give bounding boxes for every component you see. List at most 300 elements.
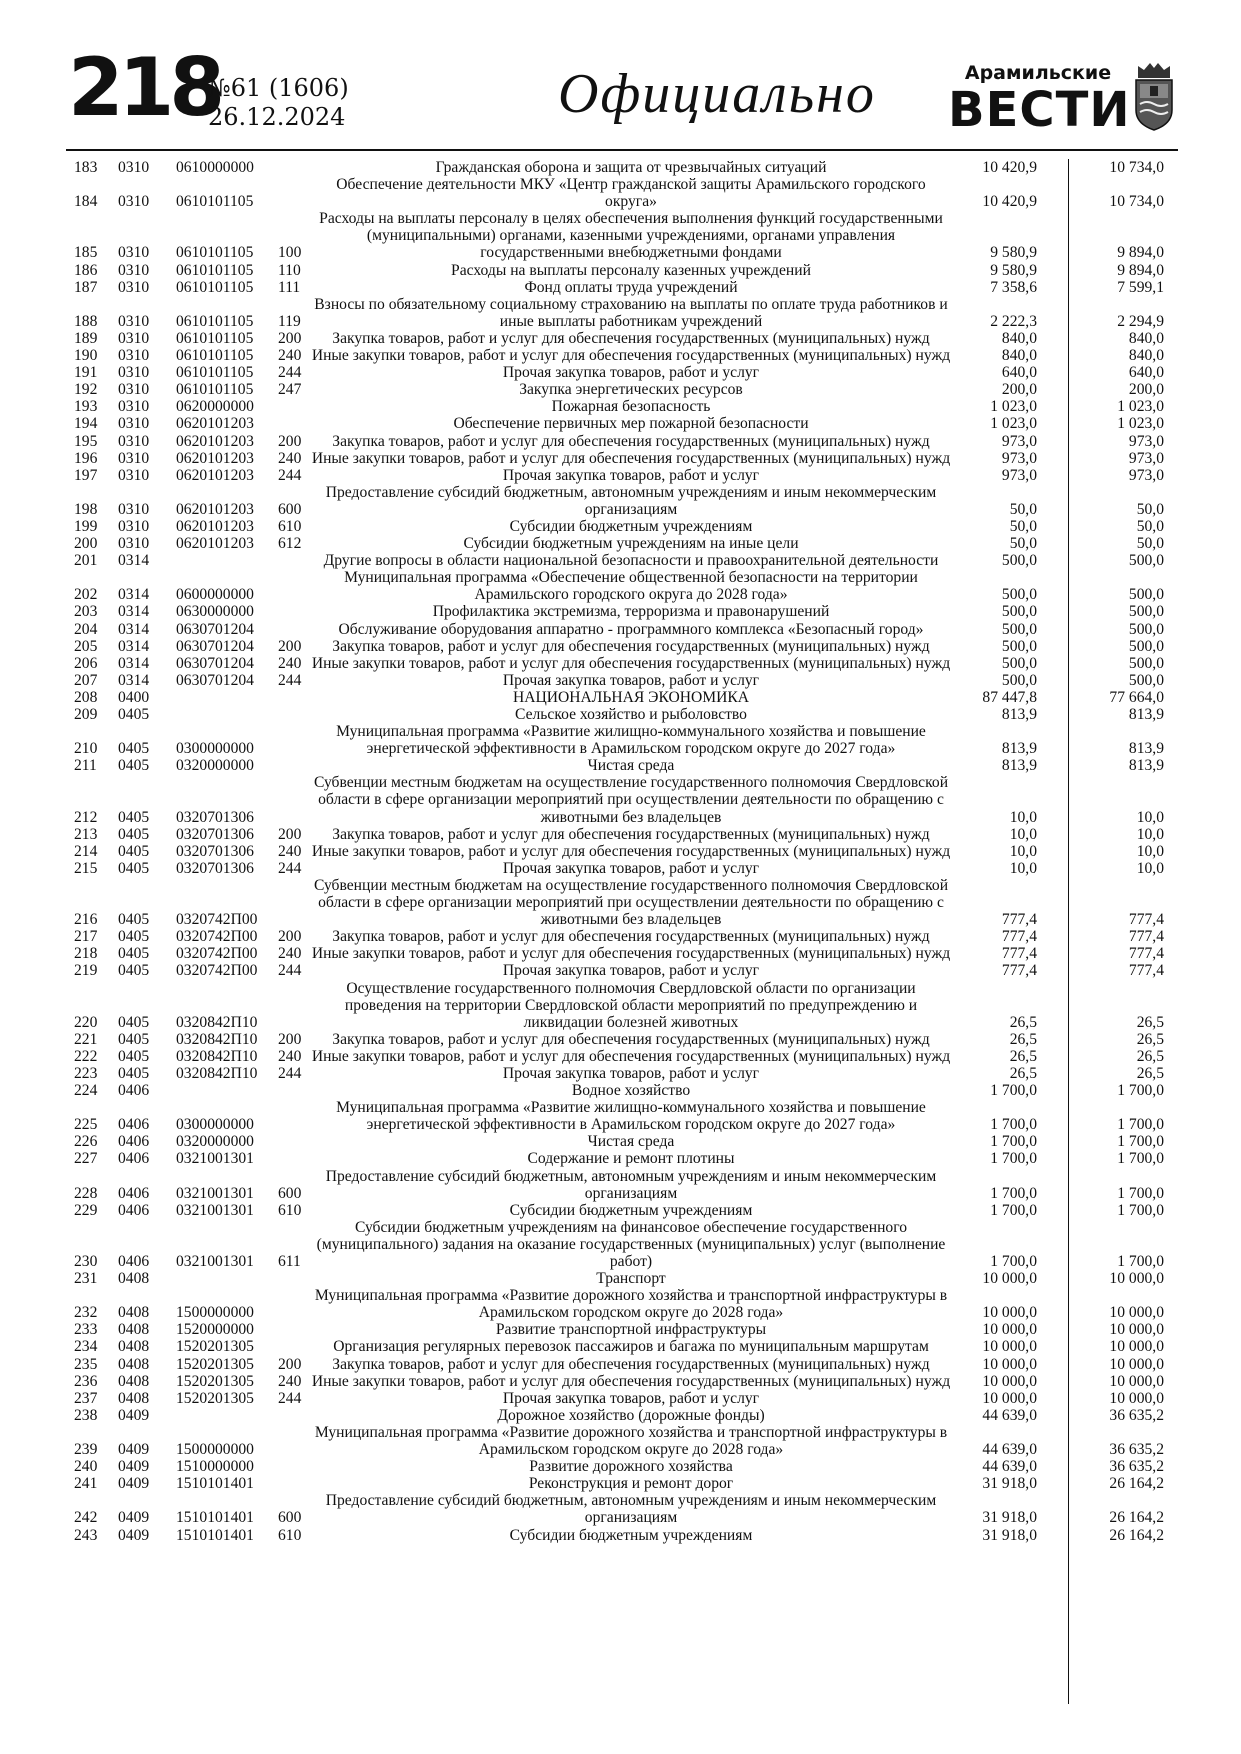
row-description: Субсидии бюджетным учреждениям [509,1201,753,1219]
target-code: 0320842П10 [176,1064,258,1082]
target-code: 0610101105 [176,312,254,330]
expense-type-code: 244 [278,671,302,689]
amount-first-year: 7 358,6 [990,278,1037,296]
row-number: 185 [74,244,98,262]
row-number: 210 [74,740,98,758]
table-row [74,1475,1174,1492]
table-row [74,1373,1174,1390]
section-code: 0409 [118,1406,150,1424]
row-number: 235 [74,1355,98,1373]
amount-second-year: 813,9 [1128,740,1164,758]
expense-type-code: 200 [278,1030,302,1048]
expense-type-code: 240 [278,1372,302,1390]
section-code: 0408 [118,1372,150,1390]
row-description: Иные закупки товаров, работ и услуг для обеспечения государственных (муниципальных) нужд [311,347,951,365]
amount-first-year: 500,0 [1001,654,1037,672]
section-code: 0408 [118,1338,150,1356]
amount-first-year: 777,4 [1001,945,1037,963]
header-rule [66,149,1178,151]
row-description: Предоставление субсидий бюджетным, автономным учреждениям и иным некоммерческим организациям [325,1492,937,1527]
amount-second-year: 9 894,0 [1117,244,1164,262]
expense-type-code: 240 [278,945,302,963]
amount-first-year: 813,9 [1001,740,1037,758]
amount-second-year: 10,0 [1136,842,1164,860]
section-code: 0409 [118,1441,150,1459]
section-code: 0310 [118,449,150,467]
row-number: 196 [74,449,98,467]
row-number: 203 [74,603,98,621]
table-row [74,1099,1174,1133]
amount-second-year: 973,0 [1128,432,1164,450]
amount-first-year: 1 700,0 [990,1116,1037,1134]
row-number: 222 [74,1047,98,1065]
amount-second-year: 26,5 [1136,1013,1164,1031]
table-row [74,1168,1174,1202]
row-description: Закупка товаров, работ и услуг для обеспечения государственных (муниципальных) нужд [332,329,930,347]
row-description: Организация регулярных перевозок пассажиров и багажа по муниципальным маршрутам [333,1338,929,1356]
table-row [74,723,1174,757]
amount-first-year: 500,0 [1001,637,1037,655]
target-code: 0300000000 [176,1116,254,1134]
row-number: 238 [74,1406,98,1424]
amount-first-year: 813,9 [1001,757,1037,775]
table-row [74,621,1174,638]
row-description: Предоставление субсидий бюджетным, автономным учреждениям и иным некоммерческим организациям [325,1167,937,1202]
section-code: 0406 [118,1133,150,1151]
row-number: 232 [74,1304,98,1322]
amount-first-year: 10,0 [1009,859,1037,877]
amount-second-year: 50,0 [1136,500,1164,518]
target-code: 0610101105 [176,244,254,262]
section-code: 0314 [118,654,150,672]
section-code: 0405 [118,1047,150,1065]
expense-type-code: 244 [278,364,302,382]
amount-second-year: 10,0 [1136,808,1164,826]
row-description: Субвенции местным бюджетам на осуществление государственного полномочия Свердловской области в сфере организации мероприятий при осуществлении деятельности по обращению с животными без владельцев [313,876,949,929]
expense-type-code: 244 [278,859,302,877]
row-number: 189 [74,329,98,347]
page-number: 218 [68,41,220,134]
target-code: 0320742П00 [176,911,258,929]
section-code: 0310 [118,159,150,176]
row-number: 229 [74,1201,98,1219]
amount-second-year: 36 635,2 [1109,1458,1164,1476]
amount-second-year: 10,0 [1136,825,1164,843]
row-description: Прочая закупка товаров, работ и услуг [502,859,760,877]
amount-second-year: 26,5 [1136,1064,1164,1082]
target-code: 0321001301 [176,1150,254,1168]
amount-second-year: 840,0 [1128,329,1164,347]
row-number: 201 [74,552,98,570]
row-description: Субсидии бюджетным учреждениям на иные цели [463,535,799,553]
table-row [74,381,1174,398]
table-row [74,1048,1174,1065]
amount-second-year: 77 664,0 [1109,688,1164,706]
amount-first-year: 777,4 [1001,962,1037,980]
table-row [74,1390,1174,1407]
amount-second-year: 500,0 [1128,671,1164,689]
table-row [74,1492,1174,1526]
amount-first-year: 10 000,0 [982,1372,1037,1390]
amount-second-year: 1 700,0 [1117,1082,1164,1100]
section-code: 0405 [118,825,150,843]
row-number: 227 [74,1150,98,1168]
amount-first-year: 1 023,0 [990,398,1037,416]
table-row [74,1356,1174,1373]
table-row [74,1407,1174,1424]
table-row [74,364,1174,381]
amount-second-year: 1 023,0 [1117,415,1164,433]
amount-first-year: 200,0 [1001,381,1037,399]
amount-second-year: 840,0 [1128,347,1164,365]
amount-first-year: 10 420,9 [982,193,1037,211]
expense-type-code: 600 [278,1184,302,1202]
row-description: Прочая закупка товаров, работ и услуг [502,1064,760,1082]
section-code: 0314 [118,671,150,689]
amount-first-year: 50,0 [1009,517,1037,535]
amount-first-year: 813,9 [1001,706,1037,723]
row-number: 215 [74,859,98,877]
table-row [74,689,1174,706]
amount-second-year: 9 894,0 [1117,261,1164,279]
amount-first-year: 840,0 [1001,347,1037,365]
row-number: 214 [74,842,98,860]
table-row [74,210,1174,261]
row-description: Муниципальная программа «Развитие дорожного хозяйства и транспортной инфраструктуры в Арамильском городском округе до 2028 года» [314,1287,948,1322]
amount-first-year: 10 000,0 [982,1321,1037,1339]
amount-second-year: 1 023,0 [1117,398,1164,416]
amount-second-year: 500,0 [1128,603,1164,621]
row-number: 217 [74,928,98,946]
target-code: 0620101203 [176,415,254,433]
amount-first-year: 1 700,0 [990,1082,1037,1100]
amount-first-year: 10 000,0 [982,1338,1037,1356]
target-code: 1520000000 [176,1321,254,1339]
table-row [74,176,1174,210]
table-row [74,262,1174,279]
section-code: 0405 [118,808,150,826]
table-row [74,1219,1174,1270]
row-description: Иные закупки товаров, работ и услуг для обеспечения государственных (муниципальных) нужд [311,842,951,860]
section-code: 0405 [118,1030,150,1048]
section-code: 0405 [118,1013,150,1031]
row-description: Прочая закупка товаров, работ и услуг [502,466,760,484]
amount-second-year: 26,5 [1136,1030,1164,1048]
row-number: 207 [74,671,98,689]
section-code: 0310 [118,364,150,382]
amount-first-year: 9 580,9 [990,244,1037,262]
amount-second-year: 1 700,0 [1117,1201,1164,1219]
target-code: 0610101105 [176,193,254,211]
table-row [74,159,1174,176]
expense-type-code: 200 [278,825,302,843]
target-code: 1520201305 [176,1355,254,1373]
row-number: 239 [74,1441,98,1459]
section-code: 0408 [118,1321,150,1339]
row-number: 188 [74,312,98,330]
section-code: 0409 [118,1475,150,1493]
table-row [74,398,1174,415]
amount-first-year: 26,5 [1009,1047,1037,1065]
table-row [74,843,1174,860]
target-code: 0320842П10 [176,1013,258,1031]
amount-first-year: 26,5 [1009,1030,1037,1048]
row-description: Обеспечение деятельности МКУ «Центр гражданской защиты Арамильского городского округа» [336,176,926,211]
row-description: Иные закупки товаров, работ и услуг для обеспечения государственных (муниципальных) нужд [311,449,951,467]
row-description: Закупка энергетических ресурсов [519,381,743,399]
section-code: 0405 [118,859,150,877]
amount-first-year: 9 580,9 [990,261,1037,279]
amount-first-year: 44 639,0 [982,1406,1037,1424]
section-code: 0405 [118,757,150,775]
row-description: Водное хозяйство [571,1082,691,1100]
expense-type-code: 200 [278,432,302,450]
table-row [74,603,1174,620]
row-description: Пожарная безопасность [551,398,711,416]
amount-second-year: 10 000,0 [1109,1338,1164,1356]
section-code: 0408 [118,1270,150,1288]
target-code: 0610101105 [176,381,254,399]
column-divider [1068,159,1069,1704]
table-row [74,1270,1174,1287]
expense-type-code: 240 [278,842,302,860]
target-code: 0630701204 [176,654,254,672]
amount-second-year: 1 700,0 [1117,1133,1164,1151]
row-description: Чистая среда [587,757,675,775]
row-number: 242 [74,1509,98,1527]
city-crest-icon [1130,60,1178,132]
row-description: Дорожное хозяйство (дорожные фонды) [497,1406,765,1424]
amount-first-year: 26,5 [1009,1064,1037,1082]
table-row [74,928,1174,945]
row-description: Закупка товаров, работ и услуг для обеспечения государственных (муниципальных) нужд [332,825,930,843]
target-code: 0320742П00 [176,962,258,980]
row-number: 231 [74,1270,98,1288]
table-row [74,518,1174,535]
expense-type-code: 200 [278,637,302,655]
table-row [74,774,1174,825]
amount-second-year: 36 635,2 [1109,1441,1164,1459]
target-code: 0620101203 [176,500,254,518]
target-code: 1520201305 [176,1372,254,1390]
row-description: Субсидии бюджетным учреждениям на финансовое обеспечение государственного (муниципального) задания на оказание государственных (муниципальных) услуг (выполнение работ) [316,1218,946,1270]
row-number: 191 [74,364,98,382]
amount-second-year: 777,4 [1128,945,1164,963]
target-code: 0320000000 [176,757,254,775]
amount-second-year: 777,4 [1128,962,1164,980]
table-row [74,347,1174,364]
row-description: Расходы на выплаты персоналу в целях обеспечения выполнения функций государственными (муниципальными) органами, казенными учреждениями, органами управления государственными внебюджетными фондами [319,210,943,262]
section-code: 0310 [118,500,150,518]
target-code: 0630701204 [176,637,254,655]
section-code: 0310 [118,517,150,535]
section-code: 0405 [118,928,150,946]
section-code: 0310 [118,329,150,347]
expense-type-code: 611 [278,1253,301,1270]
section-code: 0314 [118,586,150,604]
table-row [74,1527,1174,1544]
amount-second-year: 10 734,0 [1109,193,1164,211]
table-row [74,450,1174,467]
target-code: 0320701306 [176,808,254,826]
row-number: 195 [74,432,98,450]
section-code: 0405 [118,706,150,723]
section-code: 0310 [118,535,150,553]
table-row [74,1287,1174,1321]
section-code: 0314 [118,552,150,570]
amount-second-year: 973,0 [1128,466,1164,484]
amount-second-year: 500,0 [1128,552,1164,570]
expense-type-code: 240 [278,347,302,365]
section-code: 0409 [118,1458,150,1476]
expense-type-code: 244 [278,1064,302,1082]
target-code: 1510101401 [176,1475,254,1493]
row-description: Взносы по обязательному социальному страхованию на выплаты по оплате труда работников и иные выплаты работникам учреждений [314,295,948,330]
amount-first-year: 500,0 [1001,671,1037,689]
amount-second-year: 26 164,2 [1109,1509,1164,1527]
row-number: 192 [74,381,98,399]
row-description: Профилактика экстремизма, терроризма и правонарушений [432,603,830,621]
amount-first-year: 87 447,8 [982,688,1037,706]
row-number: 243 [74,1526,98,1544]
section-code: 0310 [118,244,150,262]
row-number: 208 [74,688,98,706]
table-row [74,279,1174,296]
section-code: 0310 [118,466,150,484]
row-number: 236 [74,1372,98,1390]
amount-second-year: 50,0 [1136,535,1164,553]
amount-first-year: 2 222,3 [990,312,1037,330]
row-description: Муниципальная программа «Развитие дорожного хозяйства и транспортной инфраструктуры в Арамильском городском округе до 2028 года» [314,1423,948,1459]
row-number: 233 [74,1321,98,1339]
target-code: 0320000000 [176,1133,254,1151]
row-number: 198 [74,500,98,518]
section-code: 0409 [118,1526,150,1544]
target-code: 0320701306 [176,859,254,877]
table-row [74,860,1174,877]
issue-info [208,74,349,132]
target-code: 1510101401 [176,1526,254,1544]
row-number: 187 [74,278,98,296]
table-row [74,638,1174,655]
section-code: 0406 [118,1116,150,1134]
row-description: Фонд оплаты труда учреждений [524,278,738,296]
amount-second-year: 26 164,2 [1109,1475,1164,1493]
expense-type-code: 610 [278,517,302,535]
amount-second-year: 777,4 [1128,928,1164,946]
row-description: Обеспечение первичных мер пожарной безопасности [453,415,809,433]
amount-first-year: 1 700,0 [990,1253,1037,1270]
row-number: 194 [74,415,98,433]
section-code: 0310 [118,432,150,450]
row-number: 199 [74,517,98,535]
amount-second-year: 200,0 [1128,381,1164,399]
expense-type-code: 240 [278,449,302,467]
row-number: 221 [74,1030,98,1048]
amount-first-year: 500,0 [1001,552,1037,570]
row-description: Закупка товаров, работ и услуг для обеспечения государственных (муниципальных) нужд [332,928,930,946]
row-description: Закупка товаров, работ и услуг для обеспечения государственных (муниципальных) нужд [332,1030,930,1048]
amount-second-year: 813,9 [1128,757,1164,775]
table-row [74,1338,1174,1355]
row-number: 202 [74,586,98,604]
row-number: 184 [74,193,98,211]
section-code: 0406 [118,1201,150,1219]
amount-second-year: 813,9 [1128,706,1164,723]
section-code: 0310 [118,278,150,296]
row-description: Иные закупки товаров, работ и услуг для обеспечения государственных (муниципальных) нужд [311,1047,951,1065]
table-row [74,1202,1174,1219]
amount-second-year: 10,0 [1136,859,1164,877]
row-description: Прочая закупка товаров, работ и услуг [502,1389,760,1407]
expense-type-code: 610 [278,1526,302,1544]
section-code: 0405 [118,962,150,980]
amount-second-year: 500,0 [1128,654,1164,672]
table-row [74,467,1174,484]
target-code: 0630701204 [176,671,254,689]
row-number: 183 [74,159,98,176]
table-row [74,296,1174,330]
row-description: Развитие транспортной инфраструктуры [495,1321,767,1339]
amount-second-year: 10 000,0 [1109,1372,1164,1390]
expense-type-code: 240 [278,654,302,672]
table-row [74,1082,1174,1099]
expense-type-code: 110 [278,261,301,279]
logo-main-text: ВЕСТИ [948,82,1131,138]
row-description: Закупка товаров, работ и услуг для обеспечения государственных (муниципальных) нужд [332,1355,930,1373]
target-code: 0620101203 [176,517,254,535]
amount-first-year: 10 000,0 [982,1304,1037,1322]
row-description: Прочая закупка товаров, работ и услуг [502,962,760,980]
amount-first-year: 10,0 [1009,842,1037,860]
target-code: 1500000000 [176,1441,254,1459]
amount-first-year: 50,0 [1009,535,1037,553]
row-number: 197 [74,466,98,484]
newspaper-logo [948,62,1131,138]
table-row [74,1133,1174,1150]
section-code: 0310 [118,415,150,433]
amount-first-year: 1 700,0 [990,1201,1037,1219]
target-code: 0320842П10 [176,1030,258,1048]
section-code: 0310 [118,398,150,416]
table-row [74,980,1174,1031]
section-code: 0310 [118,381,150,399]
table-row [74,1458,1174,1475]
amount-second-year: 10 000,0 [1109,1355,1164,1373]
table-row [74,826,1174,843]
amount-first-year: 10 000,0 [982,1355,1037,1373]
row-number: 193 [74,398,98,416]
amount-second-year: 36 635,2 [1109,1406,1164,1424]
row-number: 216 [74,911,98,929]
amount-second-year: 777,4 [1128,911,1164,929]
row-number: 200 [74,535,98,553]
row-number: 226 [74,1133,98,1151]
row-number: 206 [74,654,98,672]
target-code: 0630000000 [176,603,254,621]
amount-second-year: 1 700,0 [1117,1253,1164,1270]
section-code: 0406 [118,1150,150,1168]
section-code: 0408 [118,1389,150,1407]
section-code: 0406 [118,1184,150,1202]
amount-first-year: 26,5 [1009,1013,1037,1031]
target-code: 0320701306 [176,825,254,843]
amount-first-year: 44 639,0 [982,1441,1037,1459]
expense-type-code: 111 [278,278,301,296]
amount-second-year: 1 700,0 [1117,1116,1164,1134]
row-number: 240 [74,1458,98,1476]
amount-second-year: 1 700,0 [1117,1150,1164,1168]
